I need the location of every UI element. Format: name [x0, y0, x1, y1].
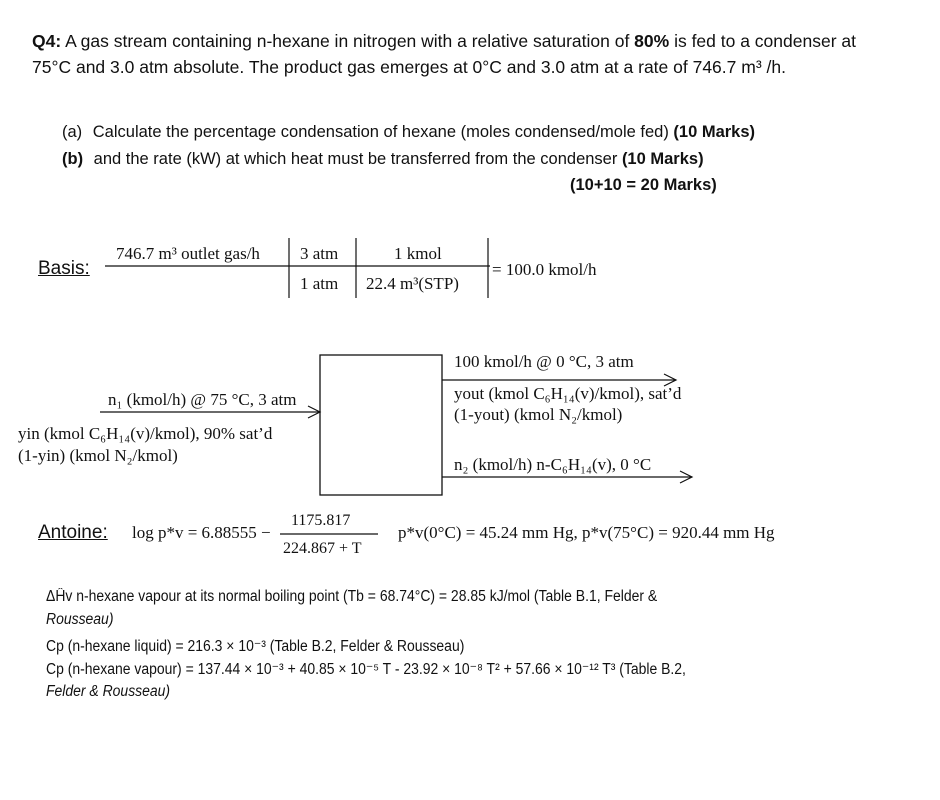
antoine-label: Antoine: [38, 522, 108, 543]
inlet-line1: n₁ (kmol/h) @ 75 °C, 3 atm [108, 390, 297, 409]
antoine-lhs: log p*v = 6.88555 − [132, 523, 271, 542]
part-b-text: and the rate (kW) at which heat must be transferred from the condenser [93, 150, 618, 168]
part-b-label: (b) [62, 150, 84, 168]
property-line4: Cp (n-hexane vapour) = 137.44 × 10⁻³ + 40.85 × 10⁻⁵ T - 23.92 × 10⁻⁸ T² + 57.66 × 10⁻¹² T³ (Table B.2, [46, 661, 686, 678]
part-a-label: (a) [62, 123, 83, 141]
question-bold1: 80% [634, 31, 670, 51]
antoine-numerator: 1175.817 [291, 512, 351, 529]
basis-num1: 746.7 m³ outlet gas/h [116, 244, 260, 263]
inlet-line3: (1-yin) (kmol N₂/kmol) [18, 446, 178, 465]
outlet-line2: yout (kmol C₆H₁₄(v)/kmol), sat’d [454, 384, 682, 403]
question-text [32, 28, 862, 80]
outlet-line1: 100 kmol/h @ 0 °C, 3 atm [454, 352, 634, 371]
property-line1: ΔĤv n-hexane vapour at its normal boiling point (Tb = 68.74°C) = 28.85 kJ/mol (Table B.1, Felder & [46, 588, 658, 605]
basis-num3: 1 kmol [394, 244, 442, 263]
basis-label: Basis: [38, 258, 90, 279]
question-label: Q4: [32, 31, 62, 51]
antoine-values: p*v(0°C) = 45.24 mm Hg, p*v(75°C) = 920.44 mm Hg [398, 523, 775, 542]
basis-den3: 22.4 m³(STP) [366, 274, 459, 293]
property-line2: Rousseau) [46, 611, 114, 628]
part-b [62, 150, 704, 169]
part-b-marks: (10 Marks) [621, 150, 704, 168]
part-a-text: Calculate the percentage condensation of hexane (moles condensed/mole fed) [92, 123, 669, 141]
basis-den2: 1 atm [300, 274, 339, 293]
property-line3: Cp (n-hexane liquid) = 216.3 × 10⁻³ (Table B.2, Felder & Rousseau) [46, 638, 465, 655]
part-a [62, 123, 755, 142]
question-part2: is fed to a condenser at 75°C and 3.0 atm absolute. The product gas emerges at 0°C and 3.0 atm at a rate of 746.7 m³ /h. [32, 31, 856, 77]
liquid-line: n₂ (kmol/h) n-C₆H₁₄(v), 0 °C [454, 455, 652, 474]
basis-num2: 3 atm [300, 244, 339, 263]
total-marks: (10+10 = 20 Marks) [570, 176, 717, 194]
antoine-fraction-bar [278, 532, 382, 536]
question-part1: A gas stream containing n-hexane in nitrogen with a relative saturation of [61, 31, 635, 51]
antoine-denominator: 224.867 + T [283, 540, 362, 557]
part-a-marks: (10 Marks) [673, 123, 756, 141]
inlet-line2: yin (kmol C₆H₁₄(v)/kmol), 90% sat’d [18, 424, 273, 443]
basis-result: = 100.0 kmol/h [492, 260, 597, 279]
outlet-line3: (1-yout) (kmol N₂/kmol) [454, 405, 623, 424]
property-line5: Felder & Rousseau) [46, 683, 171, 700]
